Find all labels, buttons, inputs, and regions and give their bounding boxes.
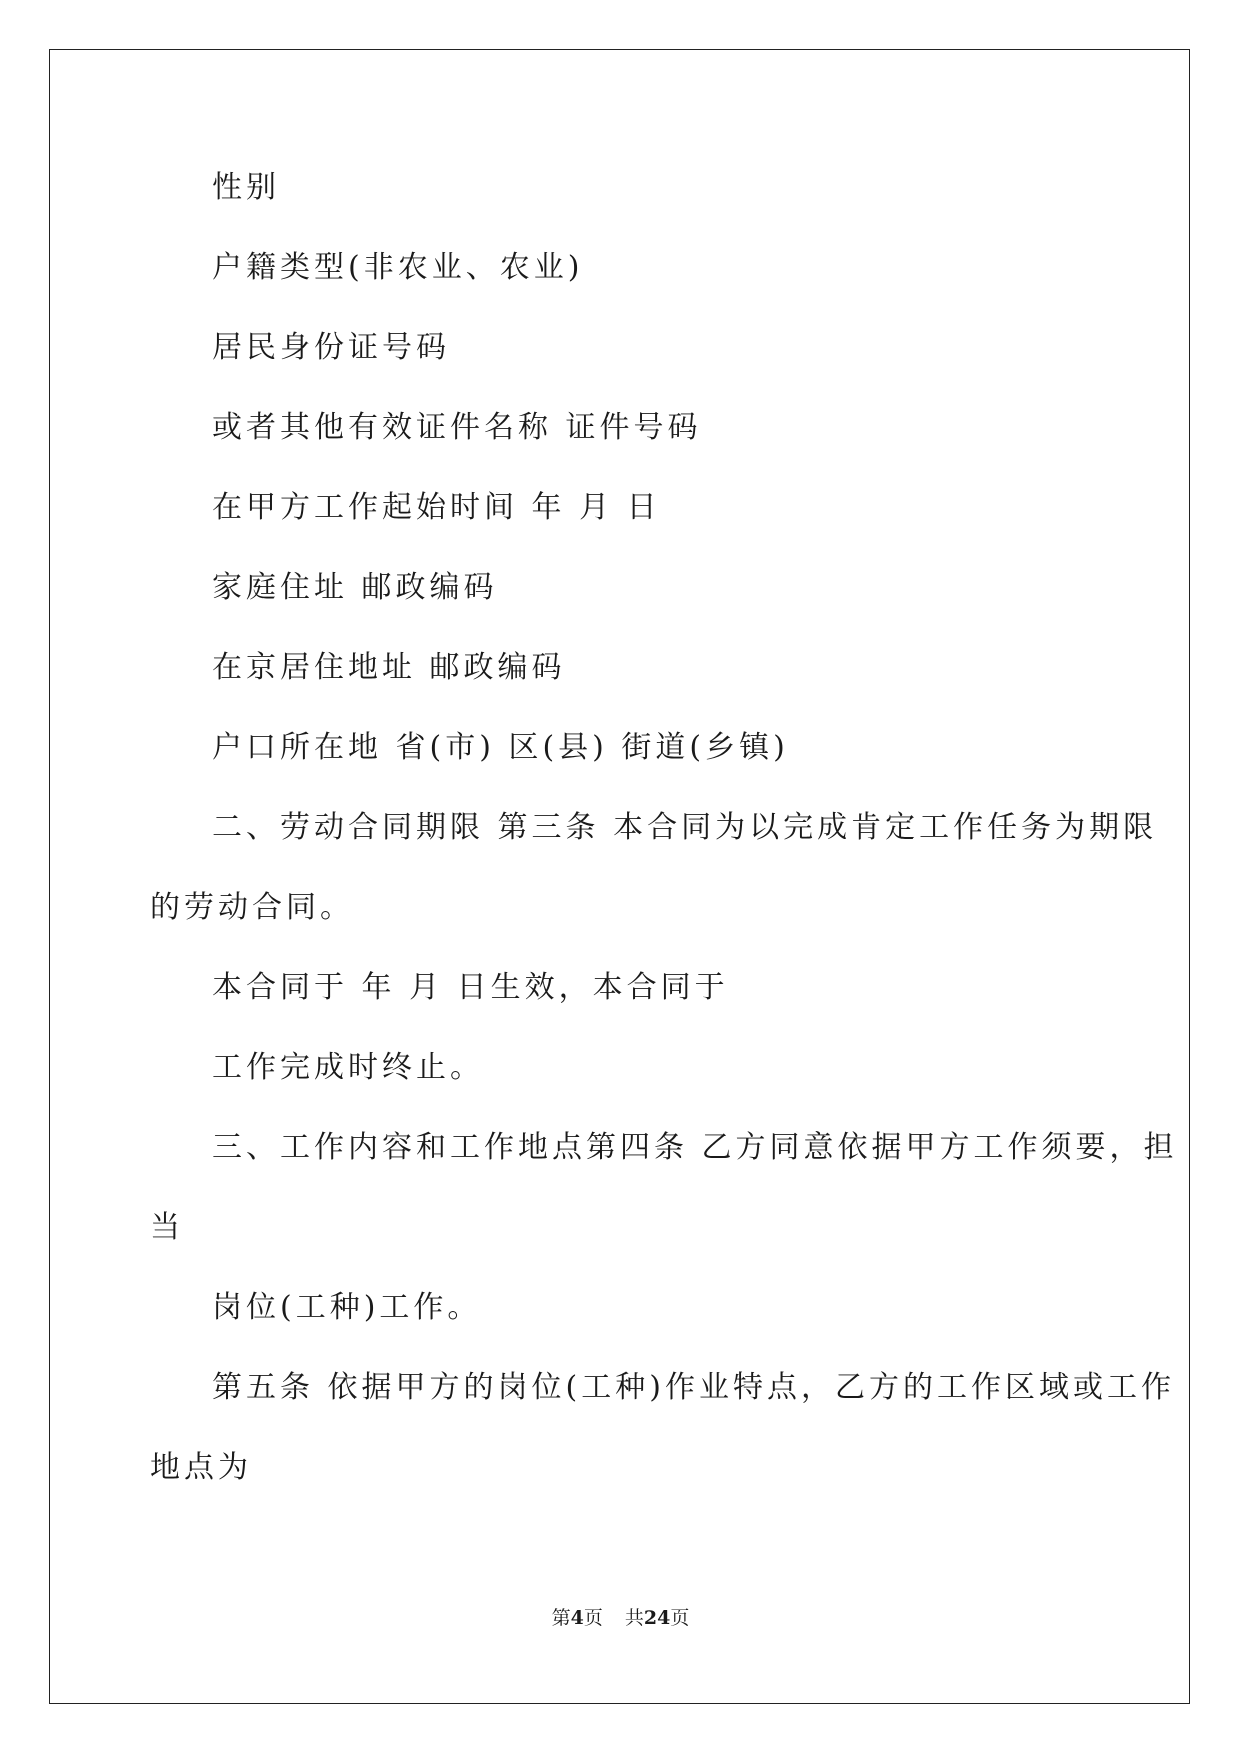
footer-page-unit: 页 [583, 1607, 603, 1629]
article-five: 第五条 依据甲方的岗位(工种)作业特点，乙方的工作区域或工作 [212, 1370, 1175, 1405]
page-footer [0, 1606, 1241, 1630]
footer-total-pages: 24 [643, 1607, 671, 1629]
field-beijing-address: 在京居住地址 邮政编码 [212, 650, 566, 685]
field-start-date: 在甲方工作起始时间 年 月 日 [212, 490, 661, 525]
contract-effective-line: 本合同于 年 月 日生效，本合同于 [212, 970, 729, 1005]
field-household-type: 户籍类型(非农业、农业) [212, 250, 584, 285]
footer-page-number: 4 [570, 1607, 584, 1629]
footer-total-prefix: 共 [624, 1607, 644, 1629]
field-gender: 性别 [212, 170, 280, 205]
contract-termination-line: 工作完成时终止。 [212, 1050, 484, 1085]
section-work-content: 三、工作内容和工作地点第四条 乙方同意依据甲方工作须要，担 [212, 1130, 1178, 1165]
footer-page-prefix: 第 [551, 1607, 571, 1629]
job-position-line: 岗位(工种)工作。 [212, 1290, 482, 1325]
section-work-content-cont: 当 [150, 1210, 184, 1245]
field-other-id: 或者其他有效证件名称 证件号码 [212, 410, 702, 445]
section-contract-term: 二、劳动合同期限 第三条 本合同为以完成肯定工作任务为期限 [212, 810, 1158, 845]
article-five-cont: 地点为 [150, 1450, 252, 1485]
field-id-number: 居民身份证号码 [212, 330, 450, 365]
field-hukou-location: 户口所在地 省(市) 区(县) 街道(乡镇) [212, 730, 789, 765]
footer-total-unit: 页 [670, 1607, 690, 1629]
section-contract-term-cont: 的劳动合同。 [150, 890, 354, 925]
field-home-address: 家庭住址 邮政编码 [212, 570, 498, 605]
